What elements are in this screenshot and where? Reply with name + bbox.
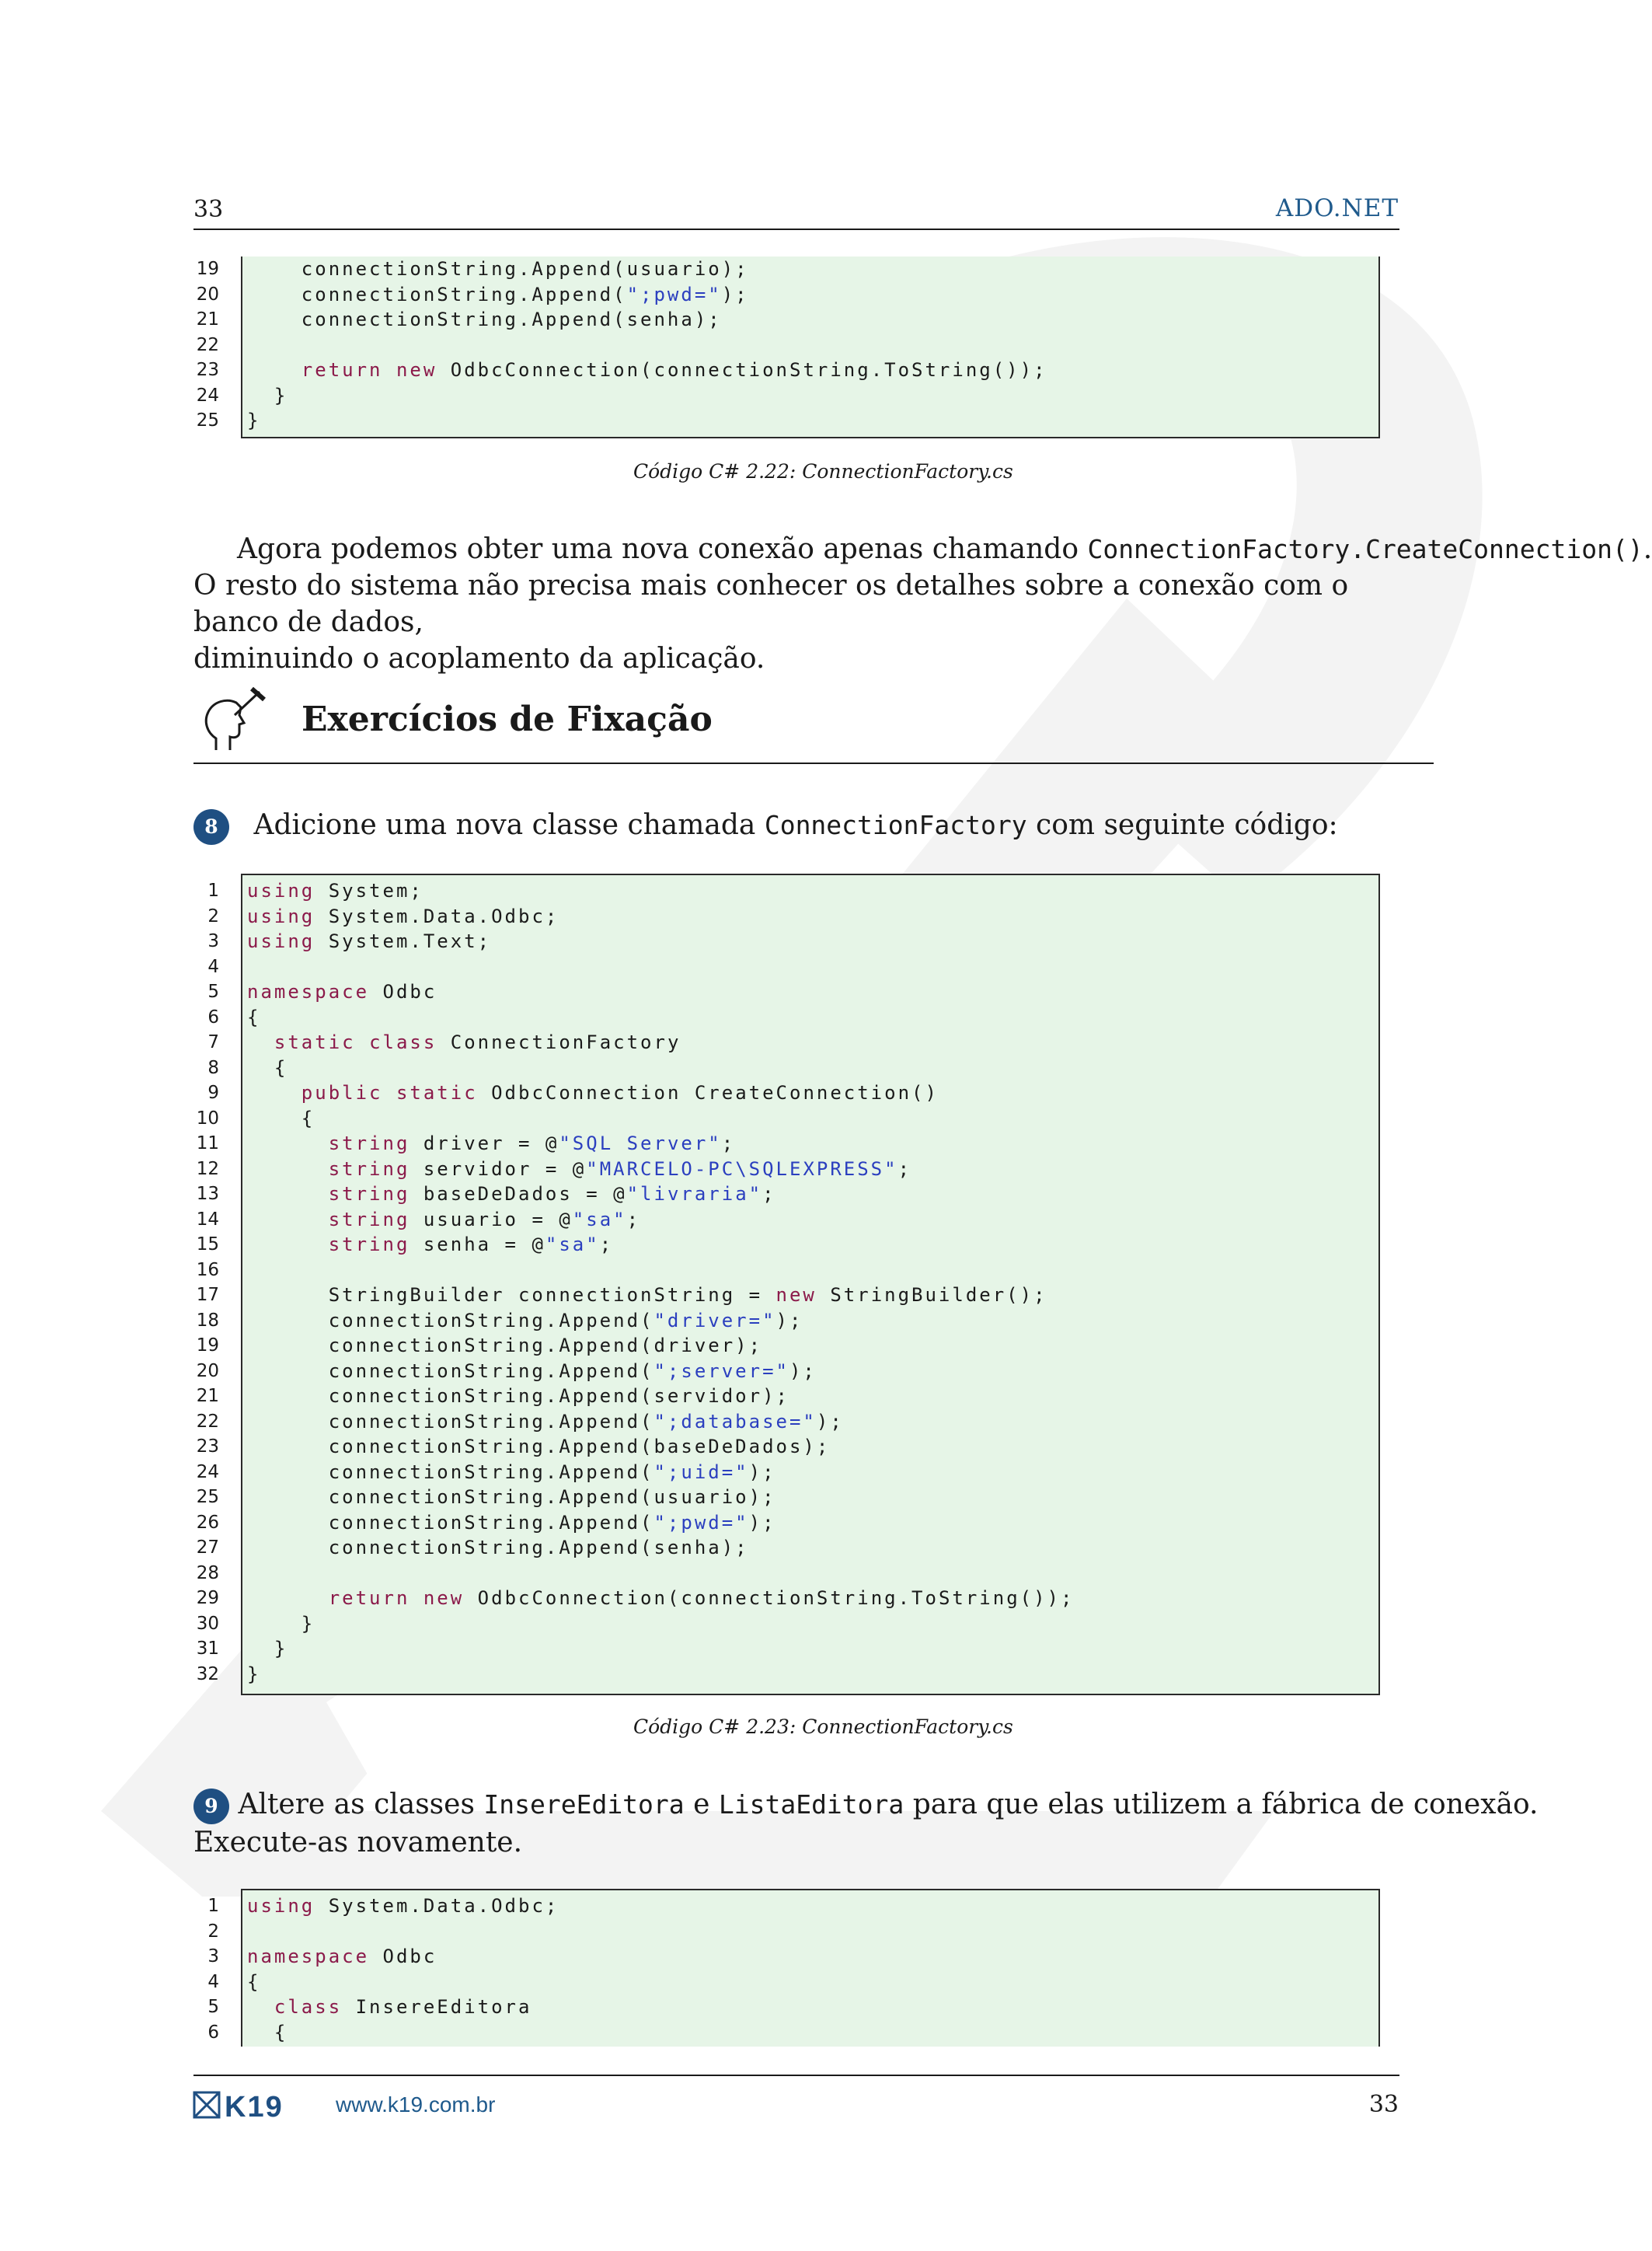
exercise-8-code: ConnectionFactory: [764, 810, 1027, 840]
code-string: ";server=": [653, 1359, 789, 1382]
line-number: 19: [196, 259, 219, 279]
code-line: [196, 282, 1378, 308]
code-text: {: [247, 1056, 288, 1079]
line-number: 32: [196, 1663, 219, 1684]
line-number: 17: [196, 1285, 219, 1305]
code-text: OdbcConnection CreateConnection(): [477, 1082, 939, 1104]
code-line: [196, 408, 1378, 434]
code-string: "livraria": [626, 1183, 763, 1205]
code-line: [207, 1080, 1378, 1106]
code-line: [196, 1535, 1378, 1561]
code-text: [247, 1158, 329, 1180]
line-number: 19: [196, 1335, 219, 1356]
line-number: 24: [196, 385, 219, 406]
code-keyword: static: [274, 1031, 356, 1053]
code-text: connectionString.Append(usuario);: [247, 1486, 776, 1508]
code-text: ;: [599, 1234, 614, 1255]
code-keyword: namespace: [247, 1946, 370, 1967]
code-keyword: string: [328, 1183, 410, 1205]
code-keyword: class: [274, 1996, 343, 2018]
code-line: [207, 1970, 1378, 1995]
footer-page-number: 33: [1368, 2091, 1399, 2118]
code-text: }: [247, 1663, 261, 1685]
paragraph-text-a: Agora podemos obter uma nova conexão apenas chamando: [237, 533, 1088, 565]
code-text: );: [748, 1461, 776, 1483]
code-text: connectionString.Append(usuario);: [247, 258, 749, 280]
line-number: 10: [196, 1108, 219, 1129]
line-number: 3: [207, 931, 219, 951]
line-number: 25: [196, 1487, 219, 1507]
line-number: 6: [207, 1007, 219, 1028]
body-paragraph: [193, 531, 1652, 677]
line-number: 11: [196, 1133, 219, 1153]
code-line: [196, 1157, 1378, 1182]
line-number: 6: [207, 2022, 219, 2043]
code-text: connectionString.Append(: [247, 1461, 654, 1483]
paragraph-text-b: .: [1643, 533, 1652, 565]
code-text: Odbc: [369, 981, 437, 1003]
code-keyword: return: [301, 359, 383, 381]
line-number: 7: [207, 1032, 219, 1052]
line-number: 2: [207, 1921, 219, 1942]
header-chapter-title: ADO.NET: [1275, 194, 1399, 222]
code-line: [207, 1056, 1378, 1081]
code-keyword: namespace: [247, 981, 370, 1003]
code-line: [196, 1308, 1378, 1334]
exercise-9-code-2: ListaEditora: [718, 1789, 904, 1820]
code-text: {: [247, 1006, 261, 1028]
line-number: 21: [196, 309, 219, 330]
code-line: [196, 358, 1378, 383]
code-text: [247, 1996, 274, 2018]
code-text: [247, 1132, 329, 1154]
code-text: [247, 1031, 274, 1053]
code-text: [247, 1587, 329, 1609]
code-line: [196, 1333, 1378, 1359]
code-line: [196, 1510, 1378, 1536]
code-line: [196, 1636, 1378, 1662]
code-text: }: [247, 1612, 315, 1635]
code-line: [207, 979, 1378, 1005]
footer-brand: K19: [225, 2091, 284, 2124]
code-line: [207, 1994, 1378, 2020]
code-line: [196, 1384, 1378, 1409]
code-line: [196, 1460, 1378, 1485]
line-number: 29: [196, 1588, 219, 1608]
line-number: 16: [196, 1259, 219, 1280]
code-text: {: [247, 1970, 261, 1993]
code-string: "MARCELO-PC\SQLEXPRESS": [586, 1157, 898, 1180]
code-line: [207, 878, 1378, 904]
line-number: 1: [207, 1896, 219, 1916]
code-line: [196, 1434, 1378, 1460]
code-text: servidor = @: [410, 1157, 587, 1180]
line-number: 18: [196, 1310, 219, 1331]
line-number: 21: [196, 1386, 219, 1406]
line-number: 24: [196, 1461, 219, 1482]
code-text: baseDeDados = @: [410, 1183, 627, 1205]
code-text: InsereEditora: [342, 1996, 532, 2018]
code-string: ";uid=": [653, 1461, 749, 1483]
code-line: [207, 1005, 1378, 1031]
exercise-number-badge: 8: [193, 809, 229, 845]
line-number: 20: [196, 284, 219, 305]
k19-logo: [193, 2091, 314, 2124]
code-text: [247, 1183, 329, 1205]
code-keyword: new: [423, 1587, 465, 1609]
code-text: ConnectionFactory: [437, 1031, 681, 1053]
code-text: connectionString.Append(baseDeDados);: [247, 1436, 831, 1457]
line-number: 22: [196, 334, 219, 355]
code-text: [356, 1031, 369, 1053]
line-number: 22: [196, 1411, 219, 1432]
header-rule: [193, 229, 1399, 230]
code-text: connectionString.Append(: [247, 1511, 654, 1534]
code-keyword: using: [247, 930, 315, 952]
code-line: [196, 1359, 1378, 1384]
code-line: [196, 1409, 1378, 1435]
line-number: 15: [196, 1234, 219, 1255]
paragraph-line-3: diminuindo o acoplamento da aplicação.: [193, 643, 765, 675]
line-number: 2: [207, 906, 219, 927]
code-text: System;: [315, 880, 423, 902]
code-text: }: [247, 410, 261, 431]
exercise-9-code-1: InsereEditora: [483, 1789, 685, 1820]
code-text: StringBuilder connectionString =: [247, 1284, 776, 1306]
code-line: [196, 1131, 1378, 1157]
code-text: {: [247, 2021, 288, 2043]
line-number: 27: [196, 1537, 219, 1558]
exercise-9-line-2: Execute-as novamente.: [193, 1827, 523, 1858]
code-text: connectionString.Append(senha);: [247, 309, 722, 330]
code-text: [410, 1587, 423, 1609]
code-keyword: new: [775, 1284, 817, 1306]
exercise-number-badge: 9: [193, 1789, 229, 1824]
code-text: connectionString.Append(senha);: [247, 1537, 749, 1558]
line-number: 1: [207, 881, 219, 901]
code-line: [196, 1561, 1378, 1586]
code-text: ;: [897, 1157, 912, 1180]
exercise-9-text-c: para que elas utilizem a fábrica de conexão.: [904, 1789, 1539, 1820]
paragraph-code: ConnectionFactory.CreateConnection(): [1087, 534, 1643, 564]
code-text: }: [247, 384, 288, 407]
line-number: 26: [196, 1512, 219, 1533]
footer-url-link[interactable]: www.k19.com.br: [336, 2092, 496, 2117]
code-text: senha = @: [410, 1234, 545, 1255]
line-number: 28: [196, 1562, 219, 1583]
code-line: [196, 1232, 1378, 1258]
code-text: [247, 359, 301, 381]
code-text: );: [775, 1309, 803, 1331]
code-text: connectionString.Append(driver);: [247, 1335, 763, 1356]
line-number: 9: [207, 1083, 219, 1103]
exercise-8-text-b: com seguinte código:: [1026, 809, 1338, 841]
code-keyword: string: [328, 1208, 410, 1230]
line-number: 5: [207, 982, 219, 1002]
code-keyword: new: [396, 359, 437, 381]
code-string: "SQL Server": [559, 1132, 722, 1154]
code-line: [207, 929, 1378, 954]
code-line: [207, 904, 1378, 930]
code-caption-1: Código C# 2.22: ConnectionFactory.cs: [633, 460, 1013, 483]
code-text: connectionString.Append(servidor);: [247, 1385, 789, 1407]
code-text: usuario = @: [410, 1208, 573, 1230]
code-line: [207, 2020, 1378, 2046]
exercise-8: [193, 807, 1406, 845]
code-text: StringBuilder();: [816, 1284, 1047, 1306]
code-line: [196, 1485, 1378, 1510]
code-keyword: string: [328, 1132, 410, 1154]
code-line: [196, 1283, 1378, 1308]
code-caption-2: Código C# 2.23: ConnectionFactory.cs: [633, 1715, 1013, 1738]
code-line: [196, 1662, 1378, 1687]
code-keyword: using: [247, 1895, 315, 1917]
code-line: [196, 257, 1378, 282]
code-string: "driver=": [653, 1309, 776, 1331]
line-number: 4: [207, 1971, 219, 1992]
section-rule: [193, 763, 1434, 764]
code-text: }: [247, 1638, 288, 1659]
code-string: "sa": [572, 1208, 627, 1230]
code-keyword: string: [328, 1234, 410, 1255]
code-text: );: [748, 1511, 776, 1534]
code-text: [383, 359, 396, 381]
code-text: );: [789, 1359, 817, 1382]
head-thinking-icon: [193, 684, 270, 754]
section-title: Exercícios de Fixação: [301, 700, 713, 739]
code-text: connectionString.Append(: [247, 283, 627, 305]
code-line: [196, 1586, 1378, 1611]
line-number: 23: [196, 360, 219, 380]
line-number: 5: [207, 1997, 219, 2017]
code-string: ";database=": [653, 1410, 817, 1433]
line-number: 12: [196, 1158, 219, 1179]
code-text: [247, 1082, 301, 1104]
code-keyword: static: [396, 1082, 478, 1104]
code-string: ";pwd=": [626, 283, 722, 305]
header-page-number: 33: [193, 196, 224, 223]
code-text: [247, 1209, 329, 1230]
code-text: );: [816, 1410, 844, 1433]
code-line: [207, 1919, 1378, 1945]
code-line: [196, 333, 1378, 358]
code-keyword: using: [247, 880, 315, 902]
code-text: OdbcConnection(connectionString.ToString());: [437, 359, 1047, 381]
code-line: [207, 1030, 1378, 1056]
code-keyword: using: [247, 905, 315, 927]
code-line: [196, 383, 1378, 409]
code-line: [196, 1181, 1378, 1207]
code-text: System.Data.Odbc;: [315, 905, 559, 927]
code-text: connectionString.Append(: [247, 1410, 654, 1433]
line-number: 4: [207, 956, 219, 977]
exercise-8-text-a: Adicione uma nova classe chamada: [253, 809, 765, 841]
code-text: connectionString.Append(: [247, 1359, 654, 1382]
footer-rule: [193, 2075, 1399, 2076]
line-number: 23: [196, 1436, 219, 1457]
line-number: 31: [196, 1639, 219, 1659]
code-text: ;: [721, 1132, 736, 1154]
code-keyword: string: [328, 1157, 410, 1180]
code-line: [196, 1611, 1378, 1637]
code-keyword: public: [301, 1082, 383, 1104]
code-text: [247, 1234, 329, 1255]
code-string: ";pwd=": [653, 1511, 749, 1534]
code-line: [196, 307, 1378, 333]
code-line: [207, 1944, 1378, 1970]
code-string: "sa": [545, 1234, 600, 1255]
code-text: ;: [626, 1208, 641, 1230]
exercise-9: [193, 1786, 1539, 1861]
code-block-3: [207, 1889, 1380, 2047]
code-text: [383, 1082, 396, 1104]
code-keyword: class: [369, 1031, 437, 1053]
code-text: );: [721, 283, 749, 305]
line-number: 20: [196, 1360, 219, 1381]
line-number: 13: [196, 1184, 219, 1204]
code-line: [207, 954, 1378, 980]
code-text: {: [247, 1107, 315, 1129]
code-text: connectionString.Append(: [247, 1309, 654, 1331]
exercise-9-text-a: Altere as classes: [229, 1789, 484, 1820]
code-text: System.Text;: [315, 930, 492, 952]
line-number: 25: [196, 410, 219, 431]
code-line: [196, 1106, 1378, 1132]
line-number: 30: [196, 1613, 219, 1634]
code-text: Odbc: [369, 1946, 437, 1967]
line-number: 8: [207, 1057, 219, 1078]
code-text: OdbcConnection(connectionString.ToString());: [464, 1587, 1075, 1609]
code-line: [196, 1207, 1378, 1233]
code-keyword: return: [328, 1587, 410, 1609]
code-block-2: [196, 874, 1380, 1695]
line-number: 14: [196, 1209, 219, 1230]
exercise-9-text-b: e: [684, 1789, 719, 1820]
code-text: driver = @: [410, 1132, 559, 1154]
line-number: 3: [207, 1946, 219, 1967]
code-text: ;: [762, 1183, 776, 1205]
code-block-1: [196, 257, 1380, 438]
paragraph-line-2: O resto do sistema não precisa mais conhecer os detalhes sobre a conexão com o banco de dados,: [193, 570, 1349, 638]
code-line: [207, 1893, 1378, 1919]
code-line: [196, 1258, 1378, 1283]
code-text: System.Data.Odbc;: [315, 1895, 559, 1917]
